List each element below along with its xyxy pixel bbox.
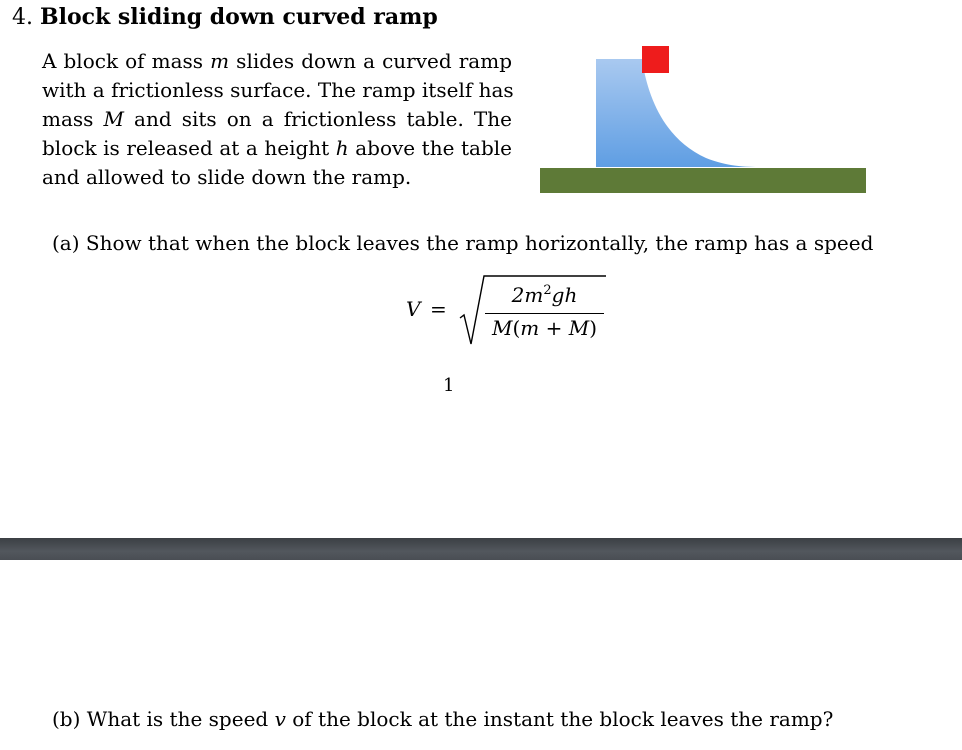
ramp-figure xyxy=(536,40,868,196)
fraction-numerator: $2m^2gh$ xyxy=(511,283,578,307)
part-a-text: Show that when the block leaves the ramp horizontally, the ramp has a speed xyxy=(85,231,874,255)
page-number: 1 xyxy=(443,375,455,396)
part-b-question xyxy=(52,705,833,733)
problem-number: 4. xyxy=(12,5,33,30)
intro-line: A block of mass m slides down a curved ramp xyxy=(42,49,512,73)
intro-line: block is released at a height h above the table xyxy=(42,136,512,160)
curved-ramp xyxy=(596,59,774,167)
part-b-label: (b) xyxy=(52,707,81,731)
part-a-question xyxy=(52,229,873,257)
part-b-text: What is the speed v of the block at the instant the block leaves the ramp? xyxy=(86,707,834,731)
table xyxy=(540,168,866,193)
page-separator xyxy=(0,538,962,560)
fraction-denominator: M(m + M) xyxy=(491,316,598,340)
intro-line: and allowed to slide down the ramp. xyxy=(42,165,412,189)
fraction-bar xyxy=(485,313,604,314)
speed-equation xyxy=(406,274,616,350)
intro-line: with a frictionless surface. The ramp itself has xyxy=(42,78,514,102)
block xyxy=(642,46,669,73)
equation-lhs: V xyxy=(406,297,421,321)
equals-sign: = xyxy=(430,297,447,321)
problem-title: Block sliding down curved ramp xyxy=(40,4,438,30)
problem-heading xyxy=(12,2,438,33)
problem-intro xyxy=(42,47,512,192)
part-a-label: (a) xyxy=(52,231,80,255)
intro-line: mass M and sits on a frictionless table. The xyxy=(42,107,512,131)
